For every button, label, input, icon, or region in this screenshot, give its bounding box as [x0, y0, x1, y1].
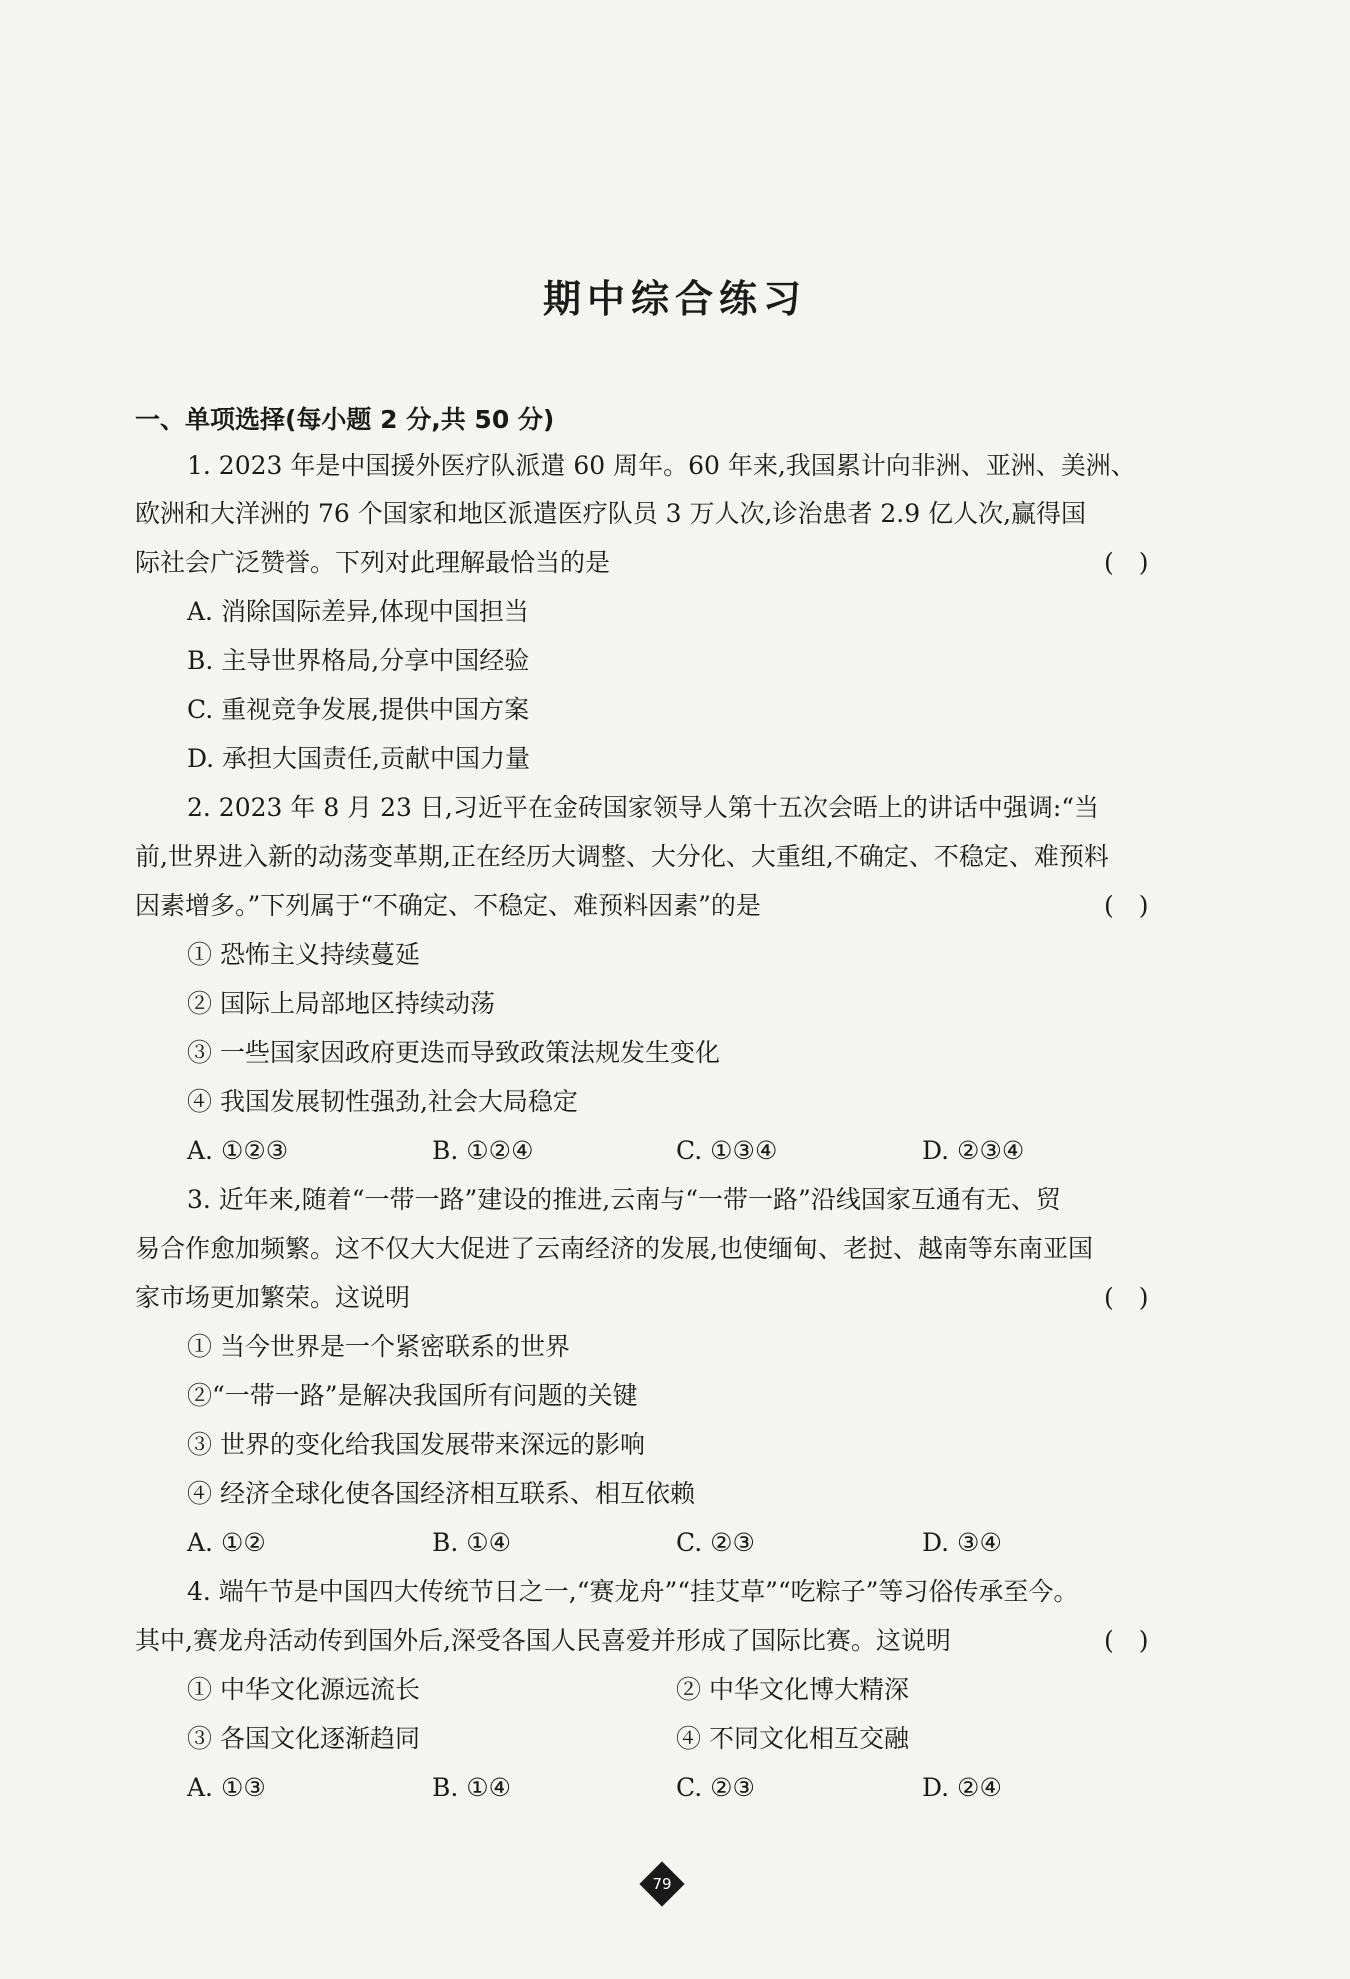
section-heading: 一、单项选择(每小题 2 分,共 50 分) [135, 405, 555, 434]
q3-answer-a: A. ①② [187, 1528, 266, 1557]
q4-item-4: ④ 不同文化相互交融 [676, 1724, 909, 1753]
q3-line-1: 3. 近年来,随着“一带一路”建设的推进,云南与“一带一路”沿线国家互通有无、贸 [187, 1185, 1061, 1214]
q1-option-a: A. 消除国际差异,体现中国担当 [187, 597, 529, 626]
q3-answer-paren: ( ) [1104, 1283, 1149, 1312]
q2-answer-a: A. ①②③ [187, 1136, 289, 1165]
q2-line-3: 因素增多。”下列属于“不确定、不稳定、难预料因素”的是 [135, 891, 761, 920]
q3-item-4: ④ 经济全球化使各国经济相互联系、相互依赖 [187, 1479, 695, 1508]
q4-line-1: 4. 端午节是中国四大传统节日之一,“赛龙舟”“挂艾草”“吃粽子”等习俗传承至今。 [187, 1577, 1079, 1606]
q4-item-2: ② 中华文化博大精深 [676, 1675, 909, 1704]
q1-answer-paren: ( ) [1104, 548, 1149, 577]
q3-item-2: ②“一带一路”是解决我国所有问题的关键 [187, 1381, 638, 1410]
q4-answer-c: C. ②③ [676, 1773, 755, 1802]
q4-answer-b: B. ①④ [432, 1773, 512, 1802]
q1-option-b: B. 主导世界格局,分享中国经验 [187, 646, 530, 675]
q2-answer-paren: ( ) [1104, 891, 1149, 920]
q2-item-4: ④ 我国发展韧性强劲,社会大局稳定 [187, 1087, 578, 1116]
q3-answer-c: C. ②③ [676, 1528, 755, 1557]
q2-answer-c: C. ①③④ [676, 1136, 778, 1165]
q4-answer-paren: ( ) [1104, 1626, 1149, 1655]
page-number: 79 [652, 1875, 672, 1893]
q2-item-3: ③ 一些国家因政府更迭而导致政策法规发生变化 [187, 1038, 720, 1067]
q3-item-1: ① 当今世界是一个紧密联系的世界 [187, 1332, 570, 1361]
page-title: 期中综合练习 [542, 277, 807, 321]
q2-item-1: ① 恐怖主义持续蔓延 [187, 940, 420, 969]
q3-answer-b: B. ①④ [432, 1528, 512, 1557]
q4-answer-a: A. ①③ [187, 1773, 266, 1802]
q4-answer-d: D. ②④ [922, 1773, 1002, 1802]
q1-line-3: 际社会广泛赞誉。下列对此理解最恰当的是 [135, 548, 611, 577]
q3-line-2: 易合作愈加频繁。这不仅大大促进了云南经济的发展,也使缅甸、老挝、越南等东南亚国 [135, 1234, 1093, 1263]
q4-line-2: 其中,赛龙舟活动传到国外后,深受各国人民喜爱并形成了国际比赛。这说明 [135, 1626, 951, 1655]
q1-line-1: 1. 2023 年是中国援外医疗队派遣 60 周年。60 年来,我国累计向非洲、亚洲、美洲、 [187, 451, 1136, 480]
q1-option-c: C. 重视竞争发展,提供中国方案 [187, 695, 530, 724]
q4-item-3: ③ 各国文化逐渐趋同 [187, 1724, 420, 1753]
q3-line-3: 家市场更加繁荣。这说明 [135, 1283, 411, 1312]
q2-line-1: 2. 2023 年 8 月 23 日,习近平在金砖国家领导人第十五次会晤上的讲话中强调:“当 [187, 793, 1100, 822]
q1-line-2: 欧洲和大洋洲的 76 个国家和地区派遣医疗队员 3 万人次,诊治患者 2.9 亿人次,赢得国 [135, 499, 1087, 528]
q2-answer-d: D. ②③④ [922, 1136, 1025, 1165]
page-number-badge [640, 1862, 684, 1906]
q2-answer-b: B. ①②④ [432, 1136, 534, 1165]
q4-item-1: ① 中华文化源远流长 [187, 1675, 420, 1704]
q3-answer-d: D. ③④ [922, 1528, 1002, 1557]
q3-item-3: ③ 世界的变化给我国发展带来深远的影响 [187, 1430, 645, 1459]
q2-item-2: ② 国际上局部地区持续动荡 [187, 989, 495, 1018]
q2-line-2: 前,世界进入新的动荡变革期,正在经历大调整、大分化、大重组,不确定、不稳定、难预料 [135, 842, 1109, 871]
q1-option-d: D. 承担大国责任,贡献中国力量 [187, 744, 530, 773]
